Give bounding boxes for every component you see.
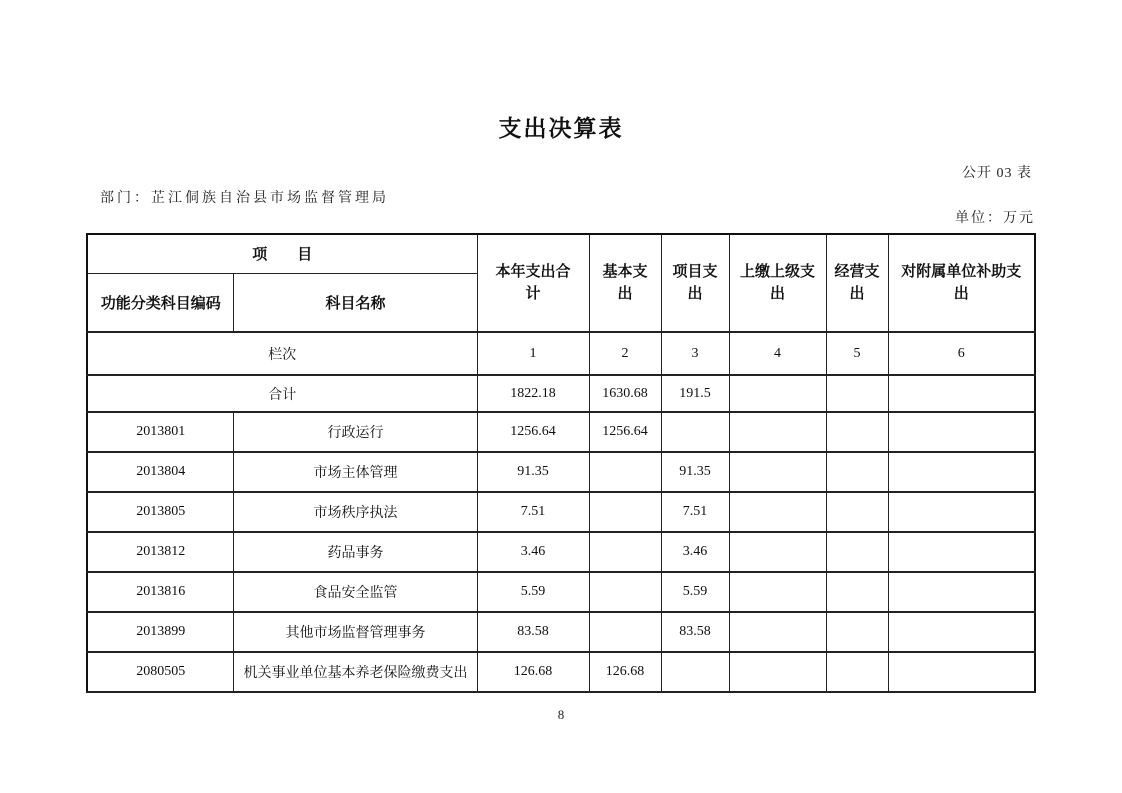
table-row <box>87 612 1035 652</box>
header-total-expenditure-label: 本年支出合计 <box>495 263 571 302</box>
header-project-expenditure-label: 项目支出 <box>672 263 718 302</box>
table-row <box>87 412 1035 452</box>
department-label: 部门：芷江侗族自治县市场监督管理局 <box>100 191 389 206</box>
grand-total-value <box>826 375 888 412</box>
cell-value <box>589 452 661 492</box>
grand-total-row <box>87 375 1035 412</box>
cell-value: 126.68 <box>589 652 661 692</box>
header-total-expenditure <box>477 234 589 332</box>
cell-value <box>826 492 888 532</box>
cell-value: 5.59 <box>477 572 589 612</box>
cell-value <box>826 612 888 652</box>
cell-value <box>729 652 826 692</box>
cell-value <box>888 532 1035 572</box>
cell-value <box>729 572 826 612</box>
header-operating-expenditure <box>826 234 888 332</box>
table-row <box>87 572 1035 612</box>
grand-total-value: 191.5 <box>661 375 729 412</box>
cell-subject-name: 行政运行 <box>234 412 477 452</box>
cell-value: 3.46 <box>477 532 589 572</box>
header-project-group: 项 目 <box>87 234 477 273</box>
header-subsidy-expenditure-label: 对附属单位补助支出 <box>901 263 1022 302</box>
cell-value <box>589 572 661 612</box>
cell-value <box>589 532 661 572</box>
column-index-cell: 2 <box>589 332 661 375</box>
cell-value <box>826 412 888 452</box>
header-basic-expenditure <box>589 234 661 332</box>
cell-value: 7.51 <box>477 492 589 532</box>
header-project-expenditure <box>661 234 729 332</box>
grand-total-value <box>729 375 826 412</box>
cell-function-code: 2013812 <box>87 532 234 572</box>
cell-subject-name: 药品事务 <box>234 532 477 572</box>
unit-label: 单位：万元 <box>955 211 1035 226</box>
cell-function-code: 2013805 <box>87 492 234 532</box>
cell-function-code: 2013899 <box>87 612 234 652</box>
column-index-cell: 1 <box>477 332 589 375</box>
cell-value: 1256.64 <box>477 412 589 452</box>
cell-value: 3.46 <box>661 532 729 572</box>
header-operating-expenditure-label: 经营支出 <box>834 263 880 302</box>
cell-value: 91.35 <box>477 452 589 492</box>
cell-value: 1256.64 <box>589 412 661 452</box>
table-row <box>87 452 1035 492</box>
header-subsidy-expenditure <box>888 234 1035 332</box>
header-upper-level-expenditure <box>729 234 826 332</box>
header-function-code: 功能分类科目编码 <box>87 273 234 332</box>
cell-value <box>888 572 1035 612</box>
cell-subject-name: 市场主体管理 <box>234 452 477 492</box>
grand-total-value: 1822.18 <box>477 375 589 412</box>
cell-function-code: 2013801 <box>87 412 234 452</box>
cell-value <box>826 452 888 492</box>
grand-total-value: 1630.68 <box>589 375 661 412</box>
column-index-cell: 4 <box>729 332 826 375</box>
column-index-cell: 3 <box>661 332 729 375</box>
cell-value <box>729 492 826 532</box>
cell-function-code: 2013816 <box>87 572 234 612</box>
table-row <box>87 532 1035 572</box>
cell-value <box>826 572 888 612</box>
cell-value <box>729 532 826 572</box>
cell-value <box>729 412 826 452</box>
cell-value <box>589 492 661 532</box>
header-basic-expenditure-label: 基本支出 <box>602 263 648 302</box>
page-title: 支出决算表 <box>498 115 624 141</box>
cell-value <box>888 412 1035 452</box>
column-index-row <box>87 332 1035 375</box>
table-code-label: 公开 03 表 <box>962 166 1032 181</box>
cell-value <box>826 532 888 572</box>
cell-value <box>888 652 1035 692</box>
header-upper-level-expenditure-label: 上缴上级支出 <box>739 263 815 302</box>
cell-value <box>888 612 1035 652</box>
cell-function-code: 2013804 <box>87 452 234 492</box>
cell-function-code: 2080505 <box>87 652 234 692</box>
cell-subject-name: 其他市场监督管理事务 <box>234 612 477 652</box>
cell-value <box>661 412 729 452</box>
cell-value <box>888 492 1035 532</box>
cell-value: 91.35 <box>661 452 729 492</box>
column-index-label: 栏次 <box>87 332 477 375</box>
header-row-project <box>87 234 1035 273</box>
column-index-cell: 6 <box>888 332 1035 375</box>
cell-subject-name: 食品安全监管 <box>234 572 477 612</box>
table-row <box>87 492 1035 532</box>
cell-value: 126.68 <box>477 652 589 692</box>
grand-total-value <box>888 375 1035 412</box>
table-row <box>87 652 1035 692</box>
cell-value <box>589 612 661 652</box>
cell-value <box>729 452 826 492</box>
cell-value: 7.51 <box>661 492 729 532</box>
column-index-cell: 5 <box>826 332 888 375</box>
cell-value <box>729 612 826 652</box>
cell-value <box>888 452 1035 492</box>
cell-value: 5.59 <box>661 572 729 612</box>
cell-subject-name: 机关事业单位基本养老保险缴费支出 <box>234 652 477 692</box>
page-number: 8 <box>557 707 565 722</box>
cell-subject-name: 市场秩序执法 <box>234 492 477 532</box>
cell-value: 83.58 <box>661 612 729 652</box>
cell-value <box>826 652 888 692</box>
cell-value <box>661 652 729 692</box>
expenditure-table <box>86 233 1036 693</box>
header-subject-name: 科目名称 <box>234 273 477 332</box>
grand-total-label: 合计 <box>87 375 477 412</box>
cell-value: 83.58 <box>477 612 589 652</box>
